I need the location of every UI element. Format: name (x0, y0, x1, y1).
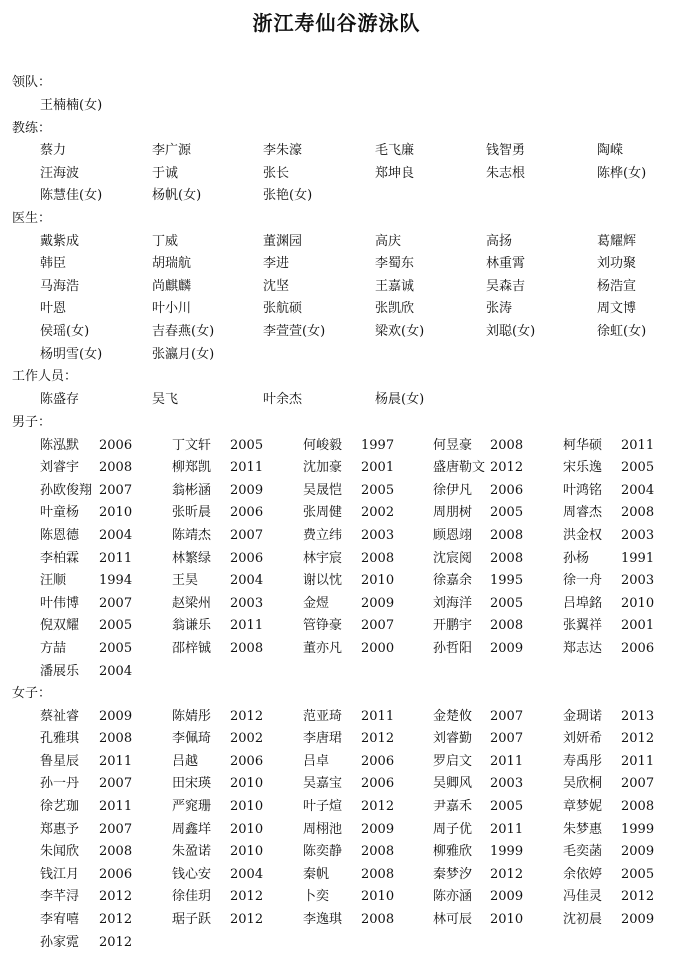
women-athlete-name: 金楚攸 (433, 708, 473, 724)
men-athlete-birth-year: 2002 (361, 505, 395, 521)
women-athlete-birth-year: 2011 (621, 753, 655, 769)
women-athlete-name: 陈婧彤 (172, 708, 212, 724)
men-row (0, 551, 673, 567)
men-athlete-name: 宋乐逸 (563, 460, 603, 476)
coaches-name: 钱智勇 (486, 143, 526, 159)
women-athlete-name: 周鑫垟 (172, 821, 212, 837)
women-row (0, 709, 673, 725)
men-athlete-name: 徐嘉余 (433, 573, 473, 589)
men-athlete-birth-year: 2005 (361, 482, 395, 498)
doctors-row (0, 256, 673, 272)
women-athlete-name: 吴卿风 (433, 776, 473, 792)
men-athlete-birth-year: 2005 (99, 641, 133, 656)
women-athlete-birth-year: 1999 (490, 844, 524, 860)
men-athlete-name: 孙杨 (563, 550, 590, 566)
doctors-name: 梁欢(女) (375, 324, 425, 339)
women-athlete-birth-year: 2010 (361, 889, 395, 905)
doctors-name: 叶小川 (152, 301, 192, 317)
leader-row (0, 98, 673, 114)
men-athlete-birth-year: 2008 (490, 437, 524, 453)
women-athlete-birth-year: 2007 (99, 821, 133, 837)
women-athlete-name: 李唐珺 (303, 731, 343, 747)
doctors-label: 医生： (12, 211, 52, 226)
women-athlete-birth-year: 2008 (621, 799, 655, 814)
women-athlete-name: 周子优 (433, 821, 473, 837)
men-athlete-birth-year: 2005 (99, 618, 133, 634)
women-athlete-name: 孙家霓 (40, 934, 80, 950)
women-athlete-birth-year: 2009 (621, 912, 655, 927)
women-athlete-birth-year: 2010 (490, 912, 524, 927)
staff-name: 叶余杰 (263, 391, 303, 407)
women-row (0, 754, 673, 770)
men-athlete-name: 费立纬 (303, 528, 343, 543)
men-row (0, 664, 673, 680)
men-athlete-name: 柯华硕 (563, 437, 603, 453)
doctors-name: 杨明雪(女) (40, 346, 103, 362)
women-athlete-birth-year: 2008 (361, 866, 395, 882)
men-athlete-name: 叶童杨 (40, 505, 80, 521)
women-athlete-name: 卜奕 (303, 889, 330, 905)
men-athlete-birth-year: 2008 (490, 618, 524, 634)
women-athlete-birth-year: 1999 (621, 821, 655, 837)
staff-label: 工作人员： (12, 369, 78, 384)
page-title: 浙江寿仙谷游泳队 (252, 11, 421, 35)
leader-label: 领队： (12, 75, 52, 90)
men-athlete-birth-year: 1997 (361, 437, 395, 453)
women-athlete-name: 田宋瑛 (172, 776, 212, 792)
men-athlete-name: 潘展乐 (40, 663, 80, 679)
men-athlete-name: 王昊 (172, 573, 199, 589)
men-athlete-name: 翁彬涵 (172, 482, 212, 498)
men-athlete-birth-year: 2003 (621, 573, 655, 589)
doctors-row (0, 347, 673, 363)
doctors-row (0, 234, 673, 250)
men-athlete-name: 吕埠銘 (563, 595, 603, 611)
women-athlete-birth-year: 2012 (361, 731, 395, 747)
men-athlete-name: 何峻毅 (303, 437, 343, 453)
doctors-name: 林重霄 (486, 256, 526, 272)
women-athlete-name: 寿禹彤 (563, 753, 603, 769)
men-athlete-name: 周睿杰 (563, 505, 603, 521)
men-athlete-name: 管铮豪 (303, 618, 343, 634)
women-athlete-birth-year: 2012 (230, 912, 264, 927)
women-row (0, 731, 673, 747)
staff-row (0, 392, 673, 408)
women-athlete-birth-year: 2012 (361, 799, 395, 814)
men-athlete-birth-year: 2003 (361, 528, 395, 543)
women-athlete-name: 严窕珊 (172, 799, 212, 814)
men-athlete-birth-year: 2008 (361, 550, 395, 566)
women-row (0, 776, 673, 792)
men-athlete-name: 叶鸿铭 (563, 482, 603, 498)
leader-name: 王楠楠(女) (40, 97, 103, 113)
women-athlete-name: 李宥嘻 (40, 912, 80, 927)
women-athlete-name: 蔡祉睿 (40, 708, 80, 724)
men-athlete-name: 刘海洋 (433, 595, 473, 611)
women-athlete-birth-year: 2008 (361, 844, 395, 860)
men-athlete-birth-year: 2011 (621, 437, 655, 453)
women-athlete-name: 陈亦涵 (433, 889, 473, 905)
doctors-row (0, 324, 673, 340)
coaches-name: 汪海波 (40, 165, 80, 181)
women-athlete-name: 孙一丹 (40, 776, 80, 792)
men-athlete-name: 丁文轩 (172, 437, 212, 453)
men-athlete-birth-year: 2009 (361, 595, 395, 611)
men-athlete-birth-year: 2009 (490, 641, 524, 656)
doctors-name: 董渊园 (263, 233, 303, 249)
women-athlete-name: 朱盈诺 (172, 844, 212, 860)
doctors-name: 吉春燕(女) (152, 324, 215, 339)
men-athlete-birth-year: 2000 (361, 641, 395, 656)
women-athlete-name: 郑惠予 (40, 821, 80, 837)
coaches-name: 陶嵘 (597, 143, 624, 159)
men-athlete-birth-year: 2005 (230, 437, 264, 453)
women-athlete-name: 秦梦汐 (433, 866, 473, 882)
men-athlete-name: 沈加豪 (303, 460, 343, 476)
women-athlete-name: 毛奕菡 (563, 844, 603, 860)
doctors-name: 吴森吉 (486, 278, 526, 294)
coaches-row (0, 188, 673, 204)
men-athlete-birth-year: 2011 (99, 550, 133, 566)
men-athlete-name: 陈恩德 (40, 528, 80, 543)
men-athlete-birth-year: 2004 (99, 528, 133, 543)
coaches-name: 陈慧佳(女) (40, 188, 103, 204)
men-athlete-name: 翁谦乐 (172, 618, 212, 634)
men-athlete-birth-year: 2012 (490, 460, 524, 476)
men-athlete-birth-year: 2001 (621, 618, 655, 634)
doctors-name: 葛耀辉 (597, 233, 637, 249)
men-athlete-birth-year: 2008 (99, 460, 133, 476)
doctors-name: 张涛 (486, 301, 513, 317)
women-athlete-name: 周栩池 (303, 821, 343, 837)
doctors-name: 张凯欣 (375, 301, 415, 317)
women-athlete-birth-year: 2012 (99, 934, 133, 950)
men-row (0, 528, 673, 544)
staff-name: 杨晨(女) (375, 391, 425, 407)
women-athlete-birth-year: 2010 (230, 844, 264, 860)
men-athlete-birth-year: 2010 (99, 505, 133, 521)
staff-name: 陈盛存 (40, 391, 80, 407)
men-row (0, 596, 673, 612)
women-athlete-birth-year: 2005 (621, 866, 655, 882)
doctors-name: 李萱萱(女) (263, 324, 326, 339)
women-row (0, 889, 673, 905)
women-athlete-name: 朱闻欣 (40, 844, 80, 860)
men-athlete-birth-year: 2003 (230, 595, 264, 611)
men-athlete-birth-year: 2004 (230, 573, 264, 589)
doctors-name: 周文博 (597, 301, 637, 317)
women-athlete-name: 李逸琪 (303, 912, 343, 927)
men-athlete-birth-year: 2006 (230, 550, 264, 566)
women-row (0, 799, 673, 815)
women-athlete-birth-year: 2012 (490, 866, 524, 882)
women-athlete-birth-year: 2013 (621, 708, 655, 724)
men-athlete-birth-year: 2004 (99, 663, 133, 679)
men-athlete-birth-year: 2005 (490, 595, 524, 611)
men-athlete-name: 刘睿宇 (40, 460, 80, 476)
doctors-name: 戴紫成 (40, 233, 80, 249)
men-athlete-birth-year: 2008 (490, 528, 524, 543)
doctors-name: 尚麒麟 (152, 278, 192, 294)
women-athlete-name: 章梦妮 (563, 799, 603, 814)
doctors-name: 刘功聚 (597, 256, 637, 272)
doctors-name: 沈坚 (263, 278, 290, 294)
women-athlete-birth-year: 2007 (490, 731, 524, 747)
women-athlete-name: 徐艺珈 (40, 799, 80, 814)
men-athlete-name: 赵梁州 (172, 595, 212, 611)
men-athlete-birth-year: 2006 (99, 437, 133, 453)
coaches-name: 张长 (263, 165, 290, 181)
women-athlete-birth-year: 2010 (230, 799, 264, 814)
women-athlete-birth-year: 2006 (361, 776, 395, 792)
women-athlete-birth-year: 2005 (490, 799, 524, 814)
men-athlete-birth-year: 2007 (99, 482, 133, 498)
doctors-row (0, 279, 673, 295)
doctors-name: 马海浩 (40, 278, 80, 294)
women-athlete-birth-year: 2011 (490, 753, 524, 769)
men-athlete-name: 柳郑凯 (172, 460, 212, 476)
women-athlete-birth-year: 2010 (230, 821, 264, 837)
men-athlete-birth-year: 2008 (621, 505, 655, 521)
doctors-name: 张航硕 (263, 301, 303, 317)
men-athlete-name: 金煜 (303, 595, 330, 611)
women-athlete-name: 朱梦惠 (563, 821, 603, 837)
women-athlete-name: 叶子煊 (303, 799, 343, 814)
men-athlete-birth-year: 2009 (230, 482, 264, 498)
women-athlete-birth-year: 2007 (621, 776, 655, 792)
women-athlete-birth-year: 2010 (230, 776, 264, 792)
women-athlete-birth-year: 2004 (230, 866, 264, 882)
women-athlete-birth-year: 2007 (490, 708, 524, 724)
coaches-label: 教练： (12, 120, 52, 136)
women-row (0, 912, 673, 928)
men-athlete-name: 李柏霖 (40, 550, 80, 566)
men-athlete-birth-year: 2008 (230, 641, 264, 656)
women-athlete-birth-year: 2009 (361, 821, 395, 837)
men-athlete-birth-year: 2005 (621, 460, 655, 476)
men-athlete-name: 张昕晨 (172, 505, 212, 521)
men-athlete-name: 开鹏宇 (433, 618, 473, 634)
women-athlete-birth-year: 2006 (361, 753, 395, 769)
doctors-name: 丁威 (152, 233, 179, 249)
women-athlete-name: 吕越 (172, 753, 199, 769)
women-athlete-name: 陈奕静 (303, 844, 343, 860)
doctors-name: 李进 (263, 256, 290, 272)
men-athlete-name: 顾恩翊 (433, 528, 473, 543)
men-athlete-birth-year: 2004 (621, 482, 655, 498)
women-athlete-name: 范亚琦 (303, 708, 343, 724)
coaches-name: 张艳(女) (263, 188, 313, 204)
men-row (0, 618, 673, 634)
men-athlete-name: 盛唐勒文 (433, 460, 486, 476)
women-athlete-birth-year: 2009 (490, 889, 524, 905)
women-athlete-birth-year: 2012 (99, 889, 133, 905)
coaches-name: 郑坤良 (375, 165, 415, 181)
men-athlete-birth-year: 2011 (230, 460, 264, 476)
men-athlete-name: 孙哲阳 (433, 641, 473, 656)
women-athlete-birth-year: 2012 (621, 889, 655, 905)
women-athlete-birth-year: 2009 (99, 708, 133, 724)
men-athlete-name: 叶伟博 (40, 595, 80, 611)
men-athlete-name: 吴晟恺 (303, 482, 343, 498)
men-athlete-name: 董亦凡 (303, 641, 343, 656)
women-athlete-name: 吕卓 (303, 753, 330, 769)
women-label: 女子： (12, 686, 52, 701)
men-athlete-name: 洪金权 (563, 528, 603, 543)
coaches-name: 李广源 (152, 143, 192, 159)
men-row (0, 483, 673, 499)
men-athlete-name: 徐一舟 (563, 573, 603, 589)
women-athlete-birth-year: 2003 (490, 776, 524, 792)
women-athlete-birth-year: 2011 (99, 799, 133, 814)
doctors-name: 韩臣 (40, 256, 67, 272)
doctors-name: 李蜀东 (375, 256, 415, 272)
doctors-name: 王嘉诚 (375, 278, 415, 294)
coaches-row (0, 166, 673, 182)
men-row (0, 505, 673, 521)
women-athlete-name: 钱江月 (40, 866, 80, 882)
women-athlete-name: 柳雅欣 (433, 844, 473, 860)
women-athlete-birth-year: 2008 (99, 731, 133, 747)
women-athlete-name: 余依婷 (563, 866, 603, 882)
doctors-name: 徐虹(女) (597, 324, 647, 339)
coaches-name: 陈桦(女) (597, 165, 647, 181)
women-athlete-birth-year: 2012 (99, 912, 133, 927)
women-row (0, 935, 673, 951)
women-athlete-name: 林可辰 (433, 912, 473, 927)
women-athlete-name: 李佩琦 (172, 731, 212, 747)
men-athlete-name: 周朋树 (433, 505, 473, 521)
men-athlete-name: 张周健 (303, 505, 343, 521)
doctors-name: 张瀛月(女) (152, 346, 215, 362)
women-athlete-name: 刘妍希 (563, 731, 603, 747)
men-row (0, 641, 673, 657)
men-athlete-birth-year: 2010 (621, 595, 655, 611)
women-athlete-name: 徐佳玥 (172, 889, 212, 905)
women-athlete-birth-year: 2011 (361, 708, 395, 724)
men-athlete-name: 徐伊凡 (433, 482, 473, 498)
doctors-name: 刘聪(女) (486, 324, 536, 339)
women-athlete-name: 鲁星辰 (40, 753, 80, 769)
men-athlete-name: 邵梓铖 (172, 641, 212, 656)
men-athlete-birth-year: 2010 (361, 573, 395, 589)
coaches-name: 于诚 (152, 165, 179, 181)
coaches-row (0, 143, 673, 159)
men-athlete-name: 倪双耀 (40, 618, 80, 634)
men-athlete-birth-year: 2007 (361, 618, 395, 634)
coaches-name: 李朱濠 (263, 143, 303, 159)
men-athlete-name: 谢以忱 (303, 573, 343, 589)
women-athlete-name: 李芊浔 (40, 889, 80, 905)
women-athlete-birth-year: 2009 (621, 844, 655, 860)
men-athlete-name: 郑志达 (563, 641, 603, 656)
men-athlete-birth-year: 2001 (361, 460, 395, 476)
women-row (0, 822, 673, 838)
men-athlete-birth-year: 2006 (621, 641, 655, 656)
women-athlete-name: 秦帆 (303, 866, 330, 882)
men-athlete-name: 方喆 (40, 641, 67, 656)
men-athlete-birth-year: 1994 (99, 573, 133, 589)
men-row (0, 438, 673, 454)
women-athlete-name: 钱心安 (172, 866, 212, 882)
women-athlete-name: 沈初晨 (563, 912, 603, 927)
coaches-name: 毛飞廉 (375, 143, 415, 159)
doctors-name: 高扬 (486, 233, 513, 249)
doctors-name: 杨浩宣 (597, 278, 637, 294)
women-athlete-name: 吴嘉宝 (303, 776, 343, 792)
men-row (0, 460, 673, 476)
women-row (0, 844, 673, 860)
men-label: 男子： (12, 415, 52, 430)
men-athlete-name: 汪顺 (40, 573, 67, 589)
women-athlete-name: 尹嘉禾 (433, 799, 473, 814)
staff-name: 吴飞 (152, 391, 179, 407)
women-athlete-birth-year: 2007 (99, 776, 133, 792)
women-athlete-name: 刘睿勤 (433, 731, 473, 747)
women-athlete-birth-year: 2008 (361, 912, 395, 927)
women-athlete-birth-year: 2008 (99, 844, 133, 860)
men-row (0, 573, 673, 589)
women-athlete-birth-year: 2012 (621, 731, 655, 747)
men-athlete-birth-year: 1991 (621, 550, 655, 566)
women-athlete-name: 吴欣桐 (563, 776, 603, 792)
coaches-name: 朱志根 (486, 165, 526, 181)
men-athlete-name: 孙欧俊翔 (40, 482, 93, 498)
men-athlete-birth-year: 2008 (490, 550, 524, 566)
men-athlete-birth-year: 2011 (230, 618, 264, 634)
doctors-row (0, 301, 673, 317)
men-athlete-birth-year: 2006 (230, 505, 264, 521)
men-athlete-birth-year: 2006 (490, 482, 524, 498)
men-athlete-name: 沈宸阅 (433, 550, 473, 566)
doctors-name: 侯瑶(女) (40, 324, 90, 339)
men-athlete-name: 陈靖杰 (172, 528, 212, 543)
women-row (0, 867, 673, 883)
men-athlete-name: 张翼祥 (563, 618, 603, 634)
women-athlete-name: 琚子跃 (172, 912, 212, 927)
men-athlete-name: 林宇宸 (303, 550, 343, 566)
men-athlete-name: 陈泓默 (40, 437, 80, 453)
women-athlete-name: 罗启文 (433, 753, 473, 769)
doctors-name: 胡瑞航 (152, 256, 192, 272)
men-athlete-birth-year: 2007 (230, 528, 264, 543)
women-athlete-name: 金琱诺 (563, 708, 603, 724)
doctors-name: 叶恩 (40, 301, 67, 317)
coaches-name: 蔡力 (40, 143, 67, 159)
women-athlete-birth-year: 2002 (230, 731, 264, 747)
women-athlete-birth-year: 2012 (230, 708, 264, 724)
men-athlete-birth-year: 2003 (621, 528, 655, 543)
coaches-name: 杨帆(女) (152, 188, 202, 204)
men-athlete-birth-year: 1995 (490, 573, 524, 589)
men-athlete-name: 何昱豪 (433, 437, 473, 453)
men-athlete-name: 林繁绿 (172, 550, 212, 566)
men-athlete-birth-year: 2005 (490, 505, 524, 521)
women-athlete-name: 孔雅琪 (40, 731, 80, 747)
women-athlete-birth-year: 2012 (230, 889, 264, 905)
women-athlete-birth-year: 2006 (230, 753, 264, 769)
men-athlete-birth-year: 2007 (99, 595, 133, 611)
women-athlete-name: 冯佳灵 (563, 889, 603, 905)
women-athlete-birth-year: 2011 (99, 753, 133, 769)
doctors-name: 高庆 (375, 233, 402, 249)
women-athlete-birth-year: 2006 (99, 866, 133, 882)
women-athlete-birth-year: 2011 (490, 821, 524, 837)
